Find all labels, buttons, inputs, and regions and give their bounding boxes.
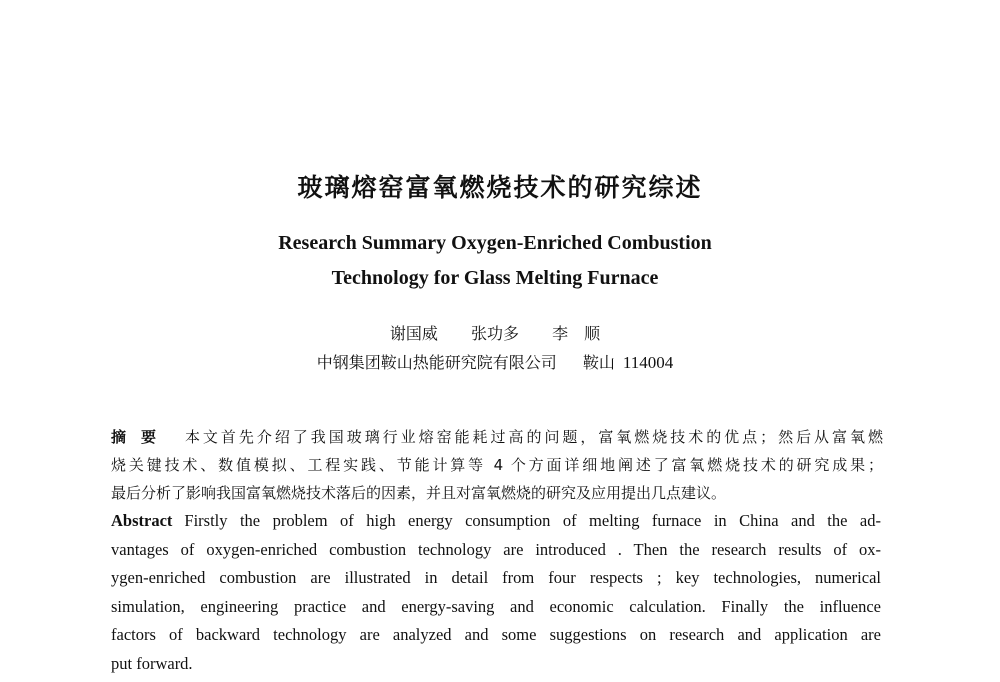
abstract-en-line: vantages of oxygen-enriched combustion technology are introduced . Then the research results of ox-	[111, 539, 881, 559]
paper-title-english-line-2: Technology for Glass Melting Furnace	[331, 267, 659, 289]
abstract-en-line: factors of backward technology are analyzed and some suggestions on research and application are	[111, 625, 881, 645]
author-list	[0, 323, 990, 345]
affiliation-city: 鞍山	[582, 353, 615, 372]
abstract-cn-line: 烧关键技术、数值模拟、工程实践、节能计算等 4 个方面详细地阐述了富氧燃烧技术的研究成果；	[111, 456, 883, 474]
affiliation-org: 中钢集团鞍山热能研究院有限公司	[316, 353, 557, 372]
abstract-cn-line	[111, 423, 883, 451]
author-name: 李 顺	[552, 324, 601, 343]
abstract-en-line: ygen-enriched combustion are illustrated in detail from four respects ; key technologies, numerical	[111, 568, 881, 588]
affiliation-zip: 114004	[622, 353, 674, 372]
abstract-english	[111, 507, 881, 679]
abstract-en-label: Abstract	[111, 511, 173, 530]
author-affiliation	[0, 352, 990, 374]
author-name: 谢国威	[389, 324, 438, 343]
abstract-chinese	[111, 423, 883, 507]
abstract-en-line: simulation, engineering practice and energy-saving and economic calculation. Finally the influence	[111, 596, 881, 616]
abstract-cn-text: 本文首先介绍了我国玻璃行业熔窑能耗过高的问题，富氧燃烧技术的优点；然后从富氧燃	[184, 428, 883, 446]
abstract-cn-line: 最后分析了影响我国富氧燃烧技术落后的因素，并且对富氧燃烧的研究及应用提出几点建议。	[111, 484, 727, 502]
abstract-en-line	[111, 507, 881, 536]
abstract-en-text: Firstly the problem of high energy consumption of melting furnace in China and the ad-	[184, 511, 881, 530]
author-name: 张功多	[470, 324, 519, 343]
paper-title-chinese: 玻璃熔窑富氧燃烧技术的研究综述	[297, 173, 703, 202]
abstract-cn-label: 摘要	[111, 428, 171, 446]
paper-title-english-line-1: Research Summary Oxygen-Enriched Combustion	[278, 232, 712, 254]
abstract-en-line: put forward.	[111, 653, 193, 673]
